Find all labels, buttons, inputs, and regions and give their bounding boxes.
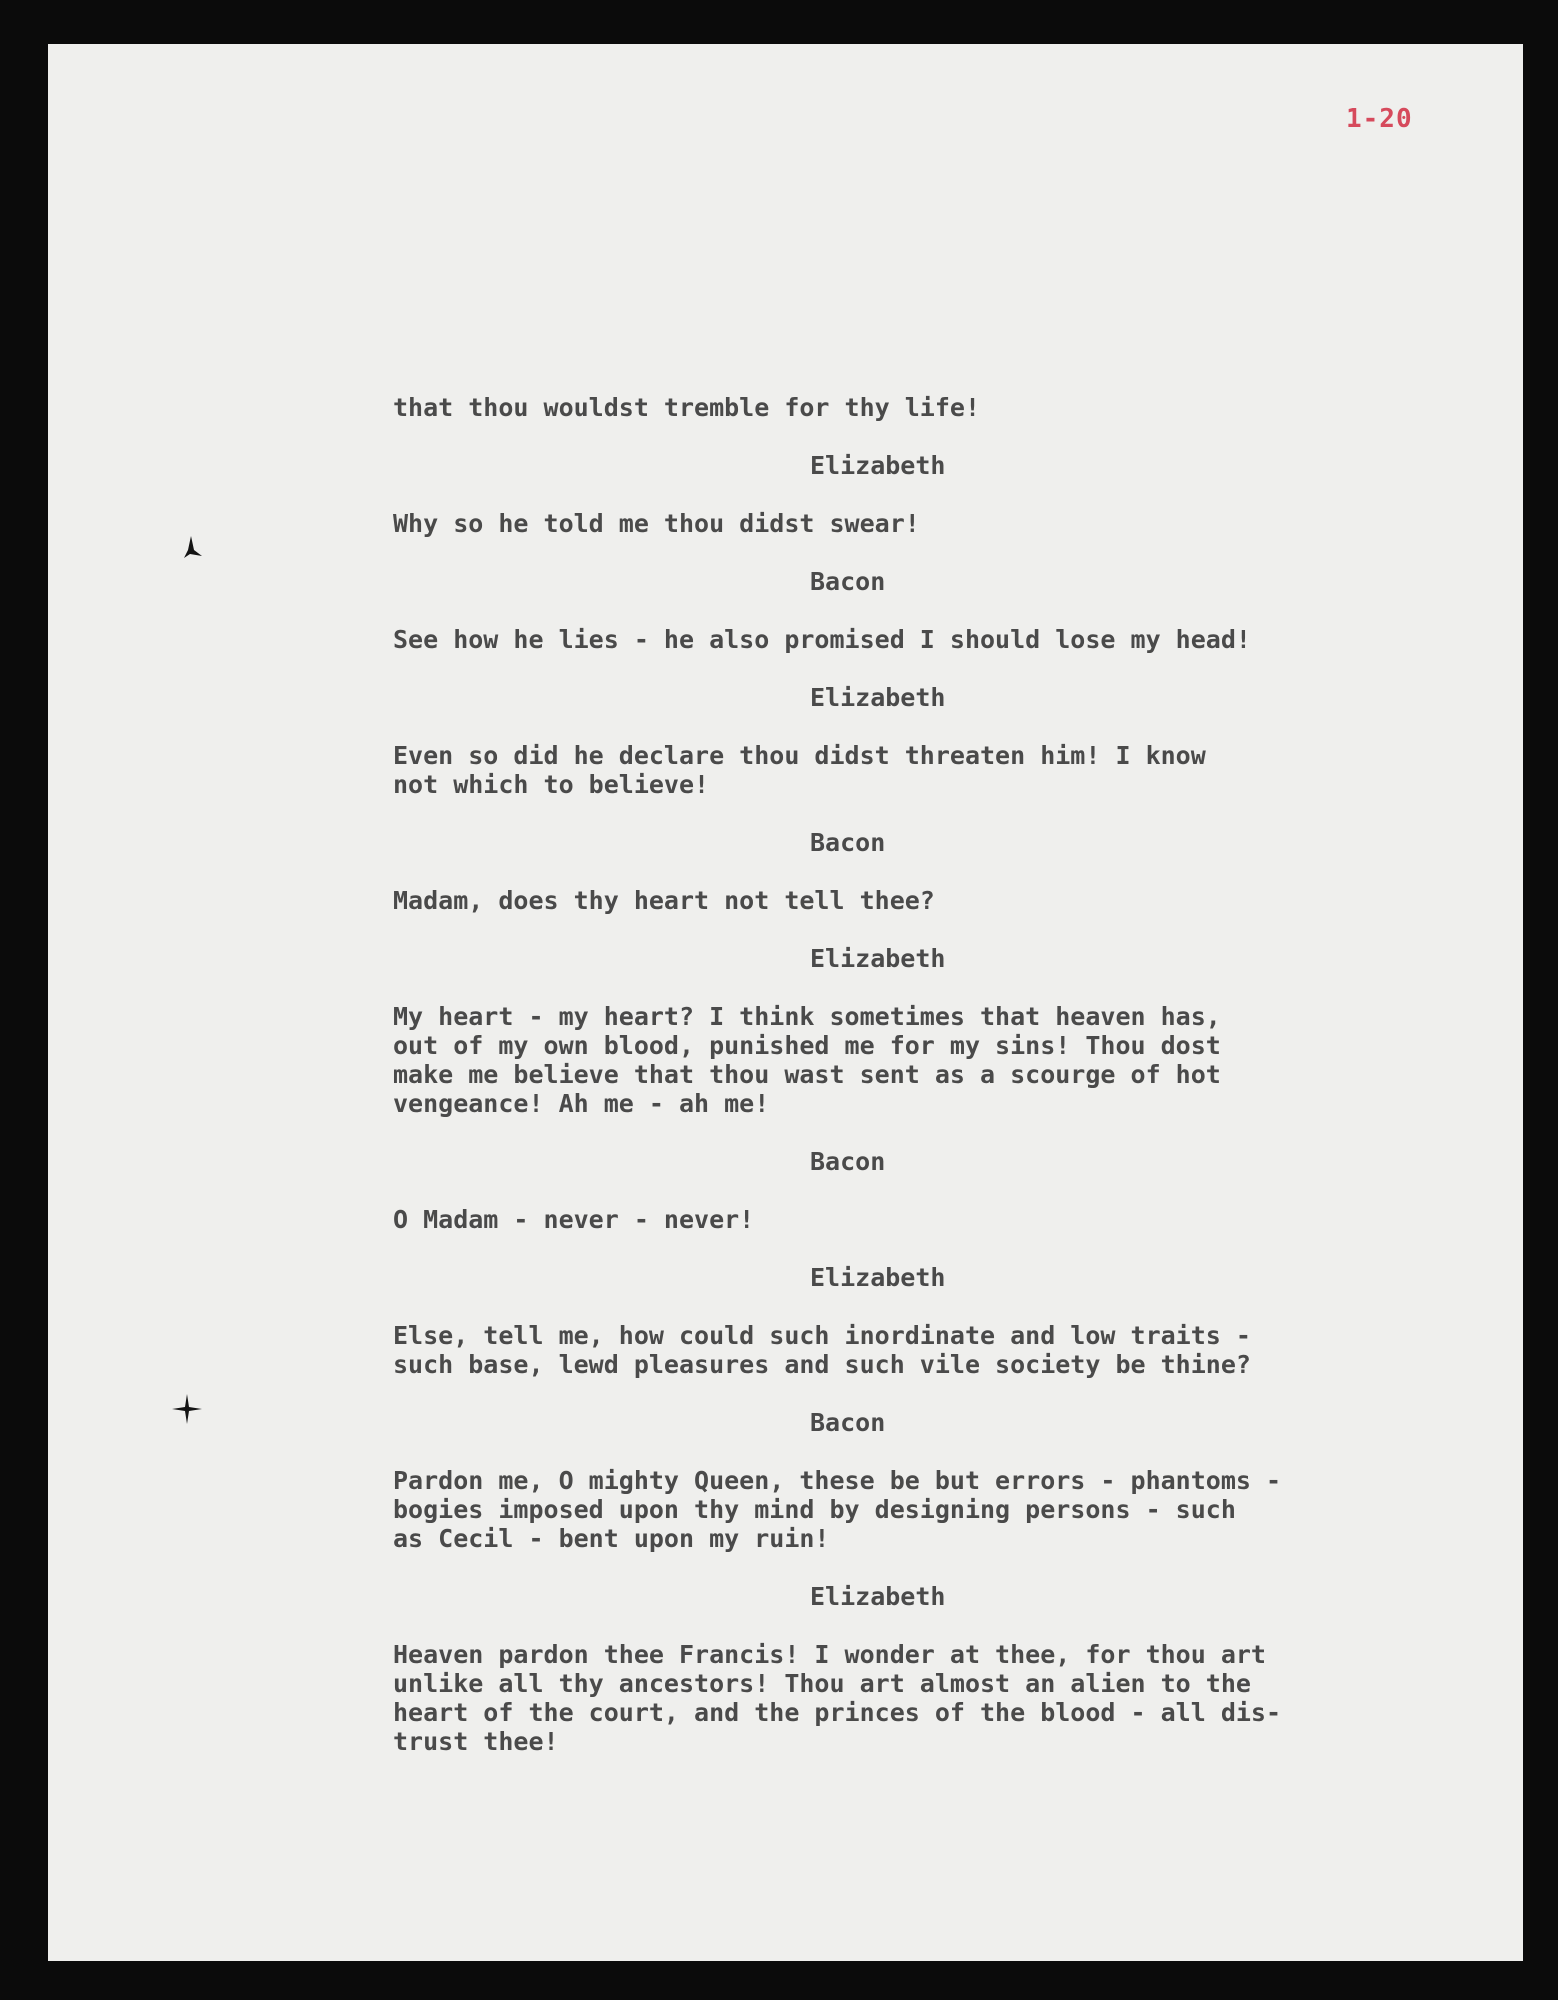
- speech-line: trust thee!: [393, 1727, 559, 1756]
- speech-line: bogies imposed upon thy mind by designing persons - such: [393, 1495, 1236, 1524]
- speech-line: as Cecil - bent upon my ruin!: [393, 1524, 830, 1553]
- speech-block: [393, 1466, 1443, 1553]
- block-gap: [393, 654, 1443, 683]
- block-gap: [393, 480, 1443, 509]
- speech-line: Heaven pardon thee Francis! I wonder at thee, for thou art: [393, 1640, 1266, 1669]
- punch-hole-mark-bottom: [170, 1392, 204, 1426]
- speaker-name: Elizabeth: [810, 1263, 946, 1292]
- block-gap: [393, 422, 1443, 451]
- speech-block: [393, 741, 1443, 799]
- speech-block: [393, 1321, 1443, 1379]
- punch-hole-mark-top: [176, 532, 210, 566]
- block-gap: [393, 1118, 1443, 1147]
- speech-block: [393, 886, 1443, 915]
- block-gap: [393, 538, 1443, 567]
- speech-block: [393, 625, 1443, 654]
- speaker-name: Bacon: [810, 828, 886, 857]
- speech-block: [393, 393, 1443, 422]
- speech-line: that thou wouldst tremble for thy life!: [393, 393, 980, 422]
- block-gap: [393, 1234, 1443, 1263]
- speech-line: Why so he told me thou didst swear!: [393, 509, 920, 538]
- speech-block: [393, 1640, 1443, 1756]
- speech-line: Else, tell me, how could such inordinate and low traits -: [393, 1321, 1251, 1350]
- block-gap: [393, 1553, 1443, 1582]
- block-gap: [393, 857, 1443, 886]
- speech-line: O Madam - never - never!: [393, 1205, 755, 1234]
- block-gap: [393, 1176, 1443, 1205]
- speech-line: not which to believe!: [393, 770, 710, 799]
- speech-line: such base, lewd pleasures and such vile society be thine?: [393, 1350, 1251, 1379]
- block-gap: [393, 915, 1443, 944]
- block-gap: [393, 799, 1443, 828]
- speech-line: out of my own blood, punished me for my sins! Thou dost: [393, 1031, 1221, 1060]
- speech-block: [393, 1205, 1443, 1234]
- speaker-name: Elizabeth: [810, 944, 946, 973]
- speaker-name: Elizabeth: [810, 683, 946, 712]
- speaker-name: Bacon: [810, 567, 886, 596]
- speech-line: heart of the court, and the princes of the blood - all dis-: [393, 1698, 1282, 1727]
- block-gap: [393, 1437, 1443, 1466]
- speech-line: Pardon me, O mighty Queen, these be but errors - phantoms -: [393, 1466, 1282, 1495]
- block-gap: [393, 973, 1443, 1002]
- block-gap: [393, 1611, 1443, 1640]
- page-number: 1-20: [1346, 104, 1413, 134]
- speech-line: Madam, does thy heart not tell thee?: [393, 886, 935, 915]
- speaker-name: Elizabeth: [810, 451, 946, 480]
- speaker-name: Bacon: [810, 1147, 886, 1176]
- speech-line: See how he lies - he also promised I should lose my head!: [393, 625, 1251, 654]
- speech-line: My heart - my heart? I think sometimes that heaven has,: [393, 1002, 1221, 1031]
- speech-line: vengeance! Ah me - ah me!: [393, 1089, 770, 1118]
- speaker-name: Elizabeth: [810, 1582, 946, 1611]
- block-gap: [393, 712, 1443, 741]
- speaker-name: Bacon: [810, 1408, 886, 1437]
- speech-line: Even so did he declare thou didst threaten him! I know: [393, 741, 1206, 770]
- script-body: [393, 393, 1443, 1756]
- block-gap: [393, 596, 1443, 625]
- block-gap: [393, 1292, 1443, 1321]
- speech-line: unlike all thy ancestors! Thou art almost an alien to the: [393, 1669, 1251, 1698]
- speech-block: [393, 1002, 1443, 1118]
- block-gap: [393, 1379, 1443, 1408]
- speech-line: make me believe that thou wast sent as a scourge of hot: [393, 1060, 1221, 1089]
- speech-block: [393, 509, 1443, 538]
